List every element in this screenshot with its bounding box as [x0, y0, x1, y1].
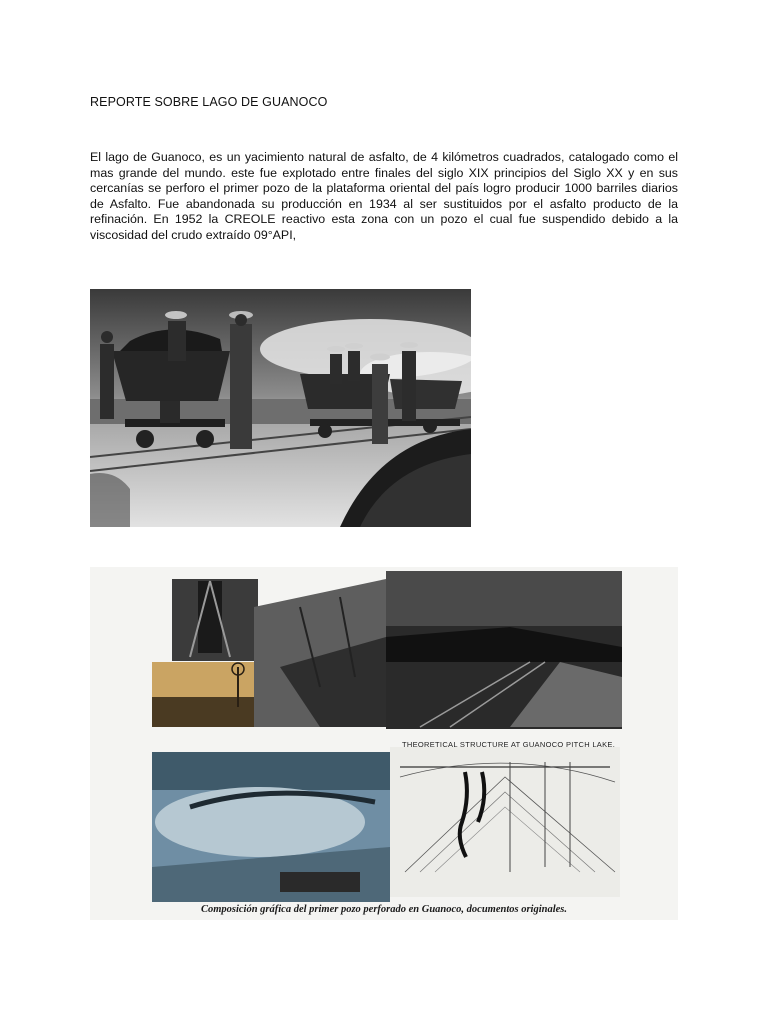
photo-workers-carts — [90, 289, 471, 527]
body-paragraph: El lago de Guanoco, es un yacimiento natural de asfalto, de 4 kilómetros cuadrados, catalogado como el mas grande del mundo. este fue explotado entre finales del siglo XIX principios del Siglo XX y en sus cercanías se perforo el primer pozo de la plataforma oriental del país logro producir 1000 barriles diarios de Asfalto. Fue abandonada su producción en 1934 al ser sustituidos por el asfalto producto de la refinación. En 1952 la CREOLE reactivo esta zona con un pozo el cual fue suspendido debido a la viscosidad del crudo extraído 09°API, — [90, 150, 678, 242]
document-title: REPORTE SOBRE LAGO DE GUANOCO — [90, 95, 328, 109]
diagram-title: THEORETICAL STRUCTURE AT GUANOCO PITCH LAKE. — [402, 740, 616, 749]
figure-caption: Composición gráfica del primer pozo perforado en Guanoco, documentos originales. — [200, 904, 568, 915]
photo-collage-guanoco — [90, 567, 678, 920]
